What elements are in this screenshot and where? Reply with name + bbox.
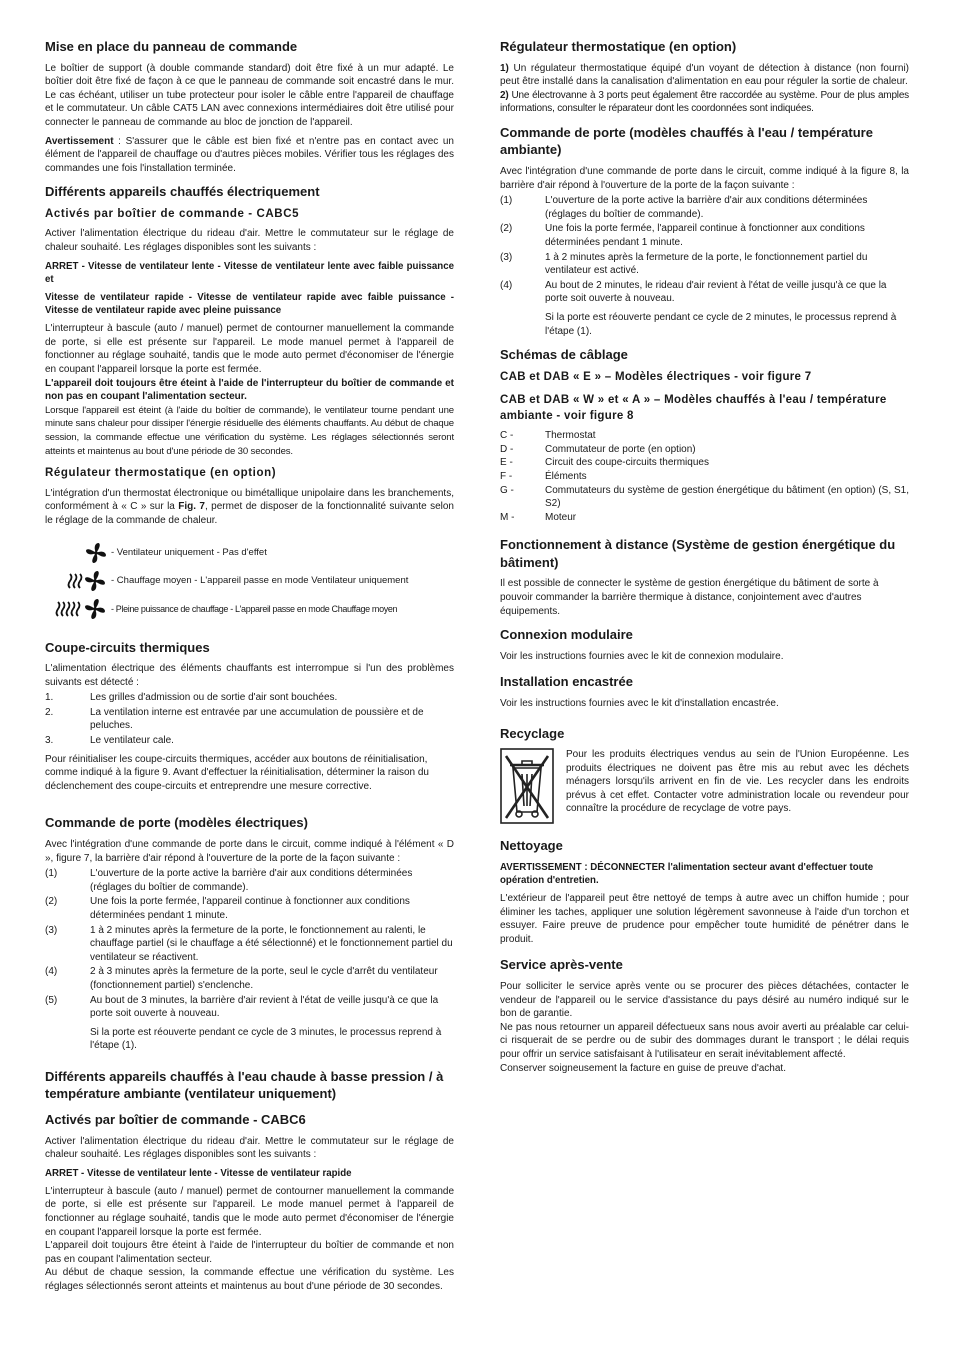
paragraph bbox=[45, 322, 454, 458]
mode-row-fan bbox=[45, 539, 454, 567]
medium-heat-fan-icon bbox=[45, 570, 109, 592]
paragraph bbox=[500, 980, 909, 1075]
legend-item: D - Commutateur de porte (en option) bbox=[500, 443, 696, 455]
section-title-modular-connection: Connexion modulaire bbox=[500, 627, 633, 643]
section-title-cleaning: Nettoyage bbox=[500, 838, 563, 854]
warning-paragraph bbox=[45, 135, 454, 176]
settings-list-bold: Vitesse de ventilateur rapide - Vitesse de ventilateur rapide avec faible puissance - Vitesse de ventilateur rapide avec pleine puissance bbox=[45, 291, 454, 317]
list-item: (2) Une fois la porte fermée, l'appareil continue à fonctionner aux conditions déterminées pendant 1 minute. bbox=[500, 223, 865, 248]
paragraph: Avec l'intégration d'une commande de porte dans le circuit, comme indiqué à l'élément « D », figure 7, la barrière d'air répond à l'ouverture de la porte de la façon suivante : bbox=[45, 838, 454, 864]
legend-item: E - Circuit des coupe-circuits thermiques bbox=[500, 457, 709, 469]
legend-item: G - Commutateurs du système de gestion énergétique du bâtiment (en option) (S, S1, S2) bbox=[500, 484, 909, 510]
section-title-remote-operation: Fonctionnement à distance (Système de gestion énergétique du bâtiment) bbox=[500, 537, 896, 570]
paragraph-bold: L'appareil doit toujours être éteint à l'aide de l'interrupteur du boîtier de commande et non pas en coupant l'alimentation secteur. bbox=[45, 377, 454, 403]
list-item: (1) L'ouverture de la porte active la barrière d'air aux conditions déterminées (réglages du boîtier de commande). bbox=[45, 868, 413, 893]
section-title-thermal-cutouts: Coupe-circuits thermiques bbox=[45, 639, 210, 655]
section-title-water-heated: Différents appareils chauffés à l'eau chaude à basse pression / à température ambiante (ventilateur uniquement) bbox=[45, 1068, 444, 1102]
paragraph bbox=[500, 62, 909, 89]
paragraph bbox=[45, 1185, 454, 1294]
subtitle-cabc6: Activés par boîtier de commande - CABC6 bbox=[45, 1111, 306, 1127]
legend-item: M - Moteur bbox=[500, 511, 577, 523]
section-title-flush-installation: Installation encastrée bbox=[500, 674, 633, 690]
settings-list-bold: ARRET - Vitesse de ventilateur lente - Vitesse de ventilateur lente avec faible puissance et bbox=[45, 260, 454, 285]
paragraph-text: Au début de chaque session, la commande effectue une vérification du système. Les réglages sélectionnés seront atteints et maintenus au bout d'une période de 30 secondes. bbox=[45, 1267, 454, 1293]
section-title-thermostat-regulator: Régulateur thermostatique (en option) bbox=[500, 39, 737, 54]
list-item: (4) Au bout de 2 minutes, le rideau d'air revient à l'état de veille jusqu'à ce que la porte soit ouverte à nouveau. bbox=[500, 279, 887, 305]
door-control-steps-water bbox=[500, 194, 909, 306]
list-item: (2) Une fois la porte fermée, l'appareil continue à fonctionner aux conditions déterminées pendant 1 minute. bbox=[45, 896, 410, 921]
list-item: 3. Le ventilateur cale. bbox=[45, 735, 174, 747]
paragraph: Voir les instructions fournies avec le kit d'installation encastrée. bbox=[500, 697, 779, 709]
list-item: (1) L'ouverture de la porte active la barrière d'air aux conditions déterminées (réglages du boîtier de commande). bbox=[500, 195, 868, 220]
item-number: 2) bbox=[500, 89, 509, 101]
list-item: (5) Au bout de 3 minutes, la barrière d'air revient à l'état de veille jusqu'à ce que la porte soit ouverte à nouveau. bbox=[45, 994, 439, 1020]
mode-text: - Ventilateur uniquement - Pas d'effet bbox=[111, 547, 267, 559]
paragraph-text: Conserver soigneusement la facture en guise de preuve d'achat. bbox=[500, 1062, 786, 1074]
settings-list-bold: ARRET - Vitesse de ventilateur lente - Vitesse de ventilateur rapide bbox=[45, 1167, 352, 1179]
fan-icon bbox=[45, 542, 109, 564]
paragraph: L'alimentation électrique des éléments chauffants est interrompue si l'un des problèmes suivants est détecté : bbox=[45, 663, 454, 688]
subtitle-electric-models: CAB et DAB « E » – Modèles électriques - voir figure 7 bbox=[500, 370, 812, 383]
mode-text: - Chauffage moyen - L'appareil passe en mode Ventilateur uniquement bbox=[111, 575, 409, 587]
subtitle-water-models: CAB et DAB « W » et « A » – Modèles chauffés à l'eau / température ambiante - voir figure 8 bbox=[500, 394, 887, 422]
mode-row-medium-heat bbox=[45, 567, 454, 595]
door-control-note: Si la porte est réouverte pendant ce cycle de 3 minutes, le processus reprend à l'étape (1). bbox=[90, 1026, 442, 1052]
paragraph: Voir les instructions fournies avec le kit de connexion modulaire. bbox=[500, 650, 784, 662]
section-title-door-control-water: Commande de porte (modèles chauffés à l'eau / température ambiante) bbox=[500, 124, 873, 158]
paragraph-text: Lorsque l'appareil est éteint (à l'aide du boîtier de commande), le ventilateur tourne pendant une minute sans chaleur pour dissiper l'énergie résiduelle des éléments chauffants. Au début de chaque session, la commande effectue une vérification du système. Les réglages sélectionnés seront atteints et maintenus au bout d'une période de 30 secondes. bbox=[45, 404, 454, 457]
paragraph: Pour réinitialiser les coupe-circuits thermiques, accéder aux boutons de réinitialisation, comme indiqué à la figure 9. Avant d'effectuer la réinitialisation, déterminer la raison du déclenchement des coupe-circuits et entreprendre une mesure corrective. bbox=[45, 753, 429, 792]
door-control-note: Si la porte est réouverte pendant ce cycle de 2 minutes, le processus reprend à l'étape (1). bbox=[545, 311, 897, 337]
subtitle-thermostat: Régulateur thermostatique (en option) bbox=[45, 467, 277, 480]
section-title-door-control-electric: Commande de porte (modèles électriques) bbox=[45, 815, 308, 831]
list-item: 1. Les grilles d'admission ou de sortie d'air sont bouchées. bbox=[45, 692, 338, 704]
list-item: 2. La ventilation interne est entravée par une accumulation de poussière et de peluches. bbox=[45, 706, 424, 732]
paragraph-text: Ne pas nous retourner un appareil défectueux sans nous avoir averti au préalable car celui-ci risquerait de se perdre ou de subir des dommages durant le transport ; le délai requis pour offrir un service satisfaisant à l'utilisateur en serait inévitablement affecté. bbox=[500, 1021, 909, 1060]
paragraph-text: L'interrupteur à bascule (auto / manuel) permet de contourner manuellement la commande de porte, si elle est présente sur l'appareil. Le mode manuel permet à l'appareil de fonctionner au réglage souhaité, tandis que le mode auto permet d'économiser de l'énergie en coupant l'appareil lorsque la porte est fermée. bbox=[45, 323, 454, 376]
door-control-steps bbox=[45, 867, 454, 1021]
recycling-block bbox=[500, 748, 909, 829]
subtitle-cabc5: Activés par boîtier de commande - CABC5 bbox=[45, 207, 300, 220]
paragraph: Activer l'alimentation électrique du rideau d'air. Mettre le commutateur sur le réglage de chaleur souhaité. Les réglages disponibles sont les suivants : bbox=[45, 228, 454, 253]
paragraph-text: L'appareil doit toujours être éteint à l'aide de l'interrupteur du boîtier de commande et non pas en coupant l'alimentation secteur. bbox=[45, 1240, 454, 1265]
legend-item: C - Thermostat bbox=[500, 430, 596, 442]
section-title-recycling: Recyclage bbox=[500, 725, 565, 741]
right-column bbox=[500, 38, 909, 1080]
paragraph: Avec l'intégration d'une commande de porte dans le circuit, comme indiqué à la figure 8, la barrière d'air répond à l'ouverture de la porte de la façon suivante : bbox=[500, 166, 909, 191]
section-title-electric: Différents appareils chauffés électriquement bbox=[45, 184, 320, 200]
item-number: 1) bbox=[500, 62, 509, 74]
paragraph: Il est possible de connecter le système de gestion énergétique du bâtiment de sorte à pouvoir commander la barrière thermique à distance, conjointement avec d'autres équipements. bbox=[500, 578, 879, 617]
warning-text: : S'assurer que le câble est bien fixé et n'entre pas en contact avec un élément de l'appareil de chauffage ou d'autres pièces mobiles. Vérifier tous les réglages des commandes une fois l'installation terminée. bbox=[45, 135, 454, 174]
cutout-causes-list bbox=[45, 691, 454, 747]
paragraph bbox=[500, 89, 909, 116]
figure-ref: Fig. 7 bbox=[178, 501, 205, 513]
full-heat-fan-icon bbox=[45, 598, 109, 620]
paragraph-text: Un régulateur thermostatique équipé d'un voyant de détection à distance (non fourni) peut être installé dans la canalisation d'alimentation en eau pour réguler la sortie de chaleur. bbox=[500, 62, 909, 88]
section-title-panel-setup: Mise en place du panneau de commande bbox=[45, 39, 298, 54]
paragraph bbox=[45, 487, 454, 528]
legend-item: F - Éléments bbox=[500, 471, 587, 483]
paragraph: Le boîtier de support (à double commande standard) doit être fixé à un mur adapté. Le boîtier doit être fixé de façon à ce que le panneau de commande soit encastré dans le mur. Le cas échéant, utiliser un tube protecteur pour isoler le câble entre l'appareil de chauffage et le commutateur. Un câble CAT5 LAN avec connexions intermédiaires doit être utilisé pour connecter le panneau de commande au bloc de jonction de l'appareil. bbox=[45, 62, 454, 128]
paragraph-text: , permet de disposer de la fonctionnalité suivante selon le réglage de la commande de chaleur. bbox=[45, 501, 454, 526]
paragraph: L'extérieur de l'appareil peut être nettoyé de temps à autre avec un chiffon humide ; pour éliminer les taches, appliquer une solution légèrement savonneuse à l'aide d'un torchon et essuyer. Faire preuve de prudence pour empêcher toute humidité de pénétrer dans le produit. bbox=[500, 893, 909, 945]
paragraph-text: Pour solliciter le service après vente ou se procurer des pièces détachées, contacter le vendeur de l'appareil ou le service d'assistance du pays désiré au numéro indiqué sur le bon de garantie. bbox=[500, 980, 909, 1020]
section-title-after-sales: Service après-vente bbox=[500, 957, 623, 973]
paragraph: Activer l'alimentation électrique du rideau d'air. Mettre le commutateur sur le réglage de chaleur souhaité. Les réglages disponibles sont les suivants : bbox=[45, 1135, 454, 1161]
paragraph-text: L'intégration d'un thermostat électronique ou bimétallique unipolaire dans les branchements, conformément à « C » sur la bbox=[45, 487, 454, 513]
paragraph-text: L'interrupteur à bascule (auto / manuel) permet de contourner manuellement la commande de porte, si elle est présente sur l'appareil. Le mode manuel permet à l'appareil de fonctionner au réglage souhaité, tandis que le mode auto permet d'économiser de l'énergie en coupant l'appareil lorsque la porte est fermée. bbox=[45, 1185, 454, 1238]
mode-row-full-heat bbox=[45, 595, 454, 623]
mode-text: - Pleine puissance de chauffage - L'appareil passe en mode Chauffage moyen bbox=[111, 603, 398, 614]
paragraph-text: Une électrovanne à 3 ports peut également être raccordée au système. Pour de plus amples informations, consulter le réparateur dont les coordonnées sont indiquées. bbox=[500, 89, 909, 115]
warning-label: Avertissement bbox=[45, 135, 114, 147]
wiring-legend bbox=[500, 429, 909, 524]
list-item: (3) 1 à 2 minutes après la fermeture de la porte, le fonctionnement au ralenti, le chauffage partiel (si le chauffage a été sélectionné) et le fonctionnement partiel du ventilateur se réactivent. bbox=[45, 924, 453, 963]
list-item: (4) 2 à 3 minutes après la fermeture de la porte, seul le cycle d'arrêt du ventilateur (fonctionnement partiel) s'enclenche. bbox=[45, 966, 438, 991]
left-column bbox=[45, 38, 454, 1299]
cleaning-warning: AVERTISSEMENT : DÉCONNECTER l'alimentation secteur avant d'effectuer toute opération d'entretien. bbox=[500, 861, 874, 886]
weee-crossed-bin-icon bbox=[500, 748, 566, 829]
list-item: (3) 1 à 2 minutes après la fermeture de la porte, le fonctionnement partiel du ventilateur est activé. bbox=[500, 251, 868, 277]
section-title-wiring: Schémas de câblage bbox=[500, 347, 628, 363]
recycling-text: Pour les produits électriques vendus au sein de l'Union Européenne. Les produits électriques ne doivent pas être mis au rebut avec les déchets ménagers lorsqu'ils arrivent en fin de vie. Les recycler dans les endroits prévus à cet effet. Contacter votre administration locale ou revendeur pour connaître la procédure de recyclage de votre pays. bbox=[566, 749, 909, 815]
